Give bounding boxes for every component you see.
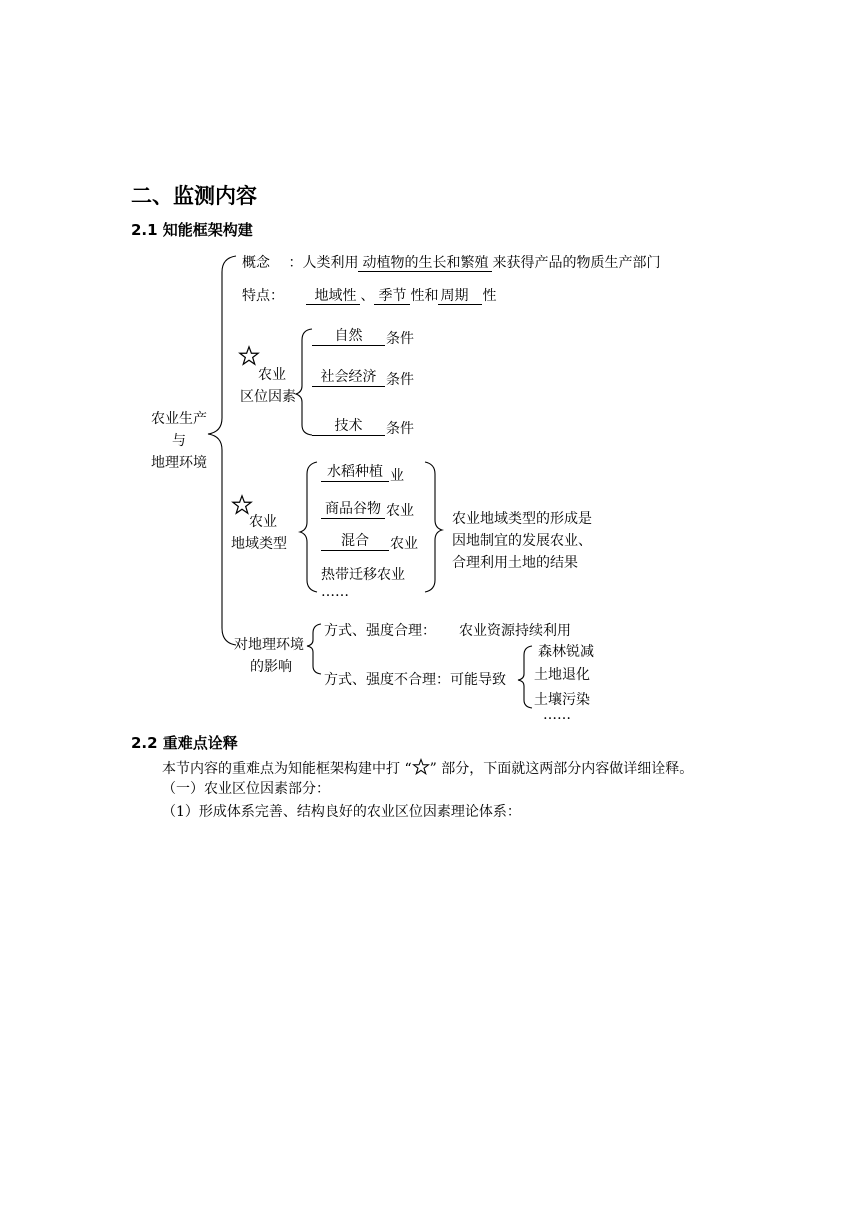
type-blank-3: 混合 (321, 533, 389, 551)
impact-result-2: 土地退化 (534, 667, 590, 683)
types-note-line-2: 因地制宜的发展农业、 (452, 533, 592, 549)
location-factors-label (240, 364, 296, 408)
impact-reasonable: 方式、强度合理： (324, 623, 436, 639)
location-label-1: 农业 (258, 367, 286, 383)
results-brace (518, 646, 532, 708)
line-theory-system: （1）形成体系完善、结构良好的农业区位因素理论体系： (162, 804, 521, 820)
location-factor-suffix-3: 条件 (386, 421, 414, 437)
intro-after: ” 部分，下面就这两部分内容做详细诠释。 (429, 761, 694, 777)
impact-unreasonable: 方式、强度不合理：可能导致 (324, 672, 506, 688)
features-label: 特点： (242, 288, 284, 304)
concept-blank: 动植物的生长和繁殖 (358, 255, 492, 272)
location-brace (296, 329, 312, 435)
section-title: 二、监测内容 (131, 184, 257, 208)
features-sep-2: 性和 (410, 288, 439, 304)
impact-ellipsis: …… (543, 707, 571, 723)
regional-types-label (231, 511, 287, 555)
location-factor-blank-2: 社会经济 (312, 369, 385, 387)
feature-blank-1: 地域性 (306, 288, 360, 305)
concept-label: 概念 (242, 255, 270, 271)
types-right-brace (425, 462, 442, 592)
types-label-2: 地域类型 (231, 536, 287, 552)
root-line-2: 与 (172, 433, 186, 449)
impact-brace (307, 624, 321, 674)
impact-label-1: 对地理环境 (234, 637, 304, 653)
impact-label-2: 的影响 (250, 659, 292, 675)
location-factor-suffix-1: 条件 (386, 331, 414, 347)
intro-before: 本节内容的重难点为知能框架构建中打 “ (162, 761, 412, 777)
feature-blank-3: 周期 (438, 288, 482, 305)
type-blank-2: 商品谷物 (321, 501, 385, 519)
star-icon (412, 758, 430, 776)
types-label-1: 农业 (249, 514, 277, 530)
type-suffix-1: 业 (390, 468, 404, 484)
concept-prefix: ：人类利用 (288, 255, 359, 271)
type-suffix-2: 农业 (386, 503, 414, 519)
type-suffix-3: 农业 (390, 536, 418, 552)
root-line-3: 地理环境 (151, 455, 207, 471)
features-sep-1: 、 (360, 288, 375, 304)
location-factor-blank-1: 自然 (312, 328, 385, 346)
types-note-line-1: 农业地域类型的形成是 (452, 511, 592, 527)
root-node (144, 408, 214, 474)
impact-result-3: 土壤污染 (534, 692, 590, 708)
root-line-1: 农业生产 (151, 411, 207, 427)
line-location-factors-part: （一）农业区位因素部分： (162, 781, 330, 797)
location-label-2: 区位因素 (240, 389, 296, 405)
concept-suffix: 来获得产品的物质生产部门 (492, 255, 661, 271)
types-note (452, 508, 592, 574)
types-note-line-3: 合理利用土地的结果 (452, 555, 578, 571)
features-row (242, 287, 496, 305)
impact-reasonable-result: 农业资源持续利用 (459, 623, 571, 639)
subsection-title-framework: 2.1 知能框架构建 (131, 221, 253, 239)
subsection-title-difficulties: 2.2 重难点诠释 (131, 734, 238, 752)
location-factor-suffix-2: 条件 (386, 372, 414, 388)
location-factor-blank-3: 技术 (312, 418, 385, 436)
feature-blank-2: 季节 (374, 288, 410, 305)
impact-result-1: 森林锐减 (538, 644, 594, 660)
types-ellipsis: …… (321, 584, 349, 600)
type-item-4: 热带迁移农业 (321, 567, 405, 583)
impact-label (234, 634, 304, 678)
intro-paragraph (162, 758, 693, 778)
features-end: 性 (482, 288, 497, 304)
concept-row (242, 254, 660, 272)
type-blank-1: 水稻种植 (321, 464, 389, 482)
types-left-brace (300, 462, 317, 592)
